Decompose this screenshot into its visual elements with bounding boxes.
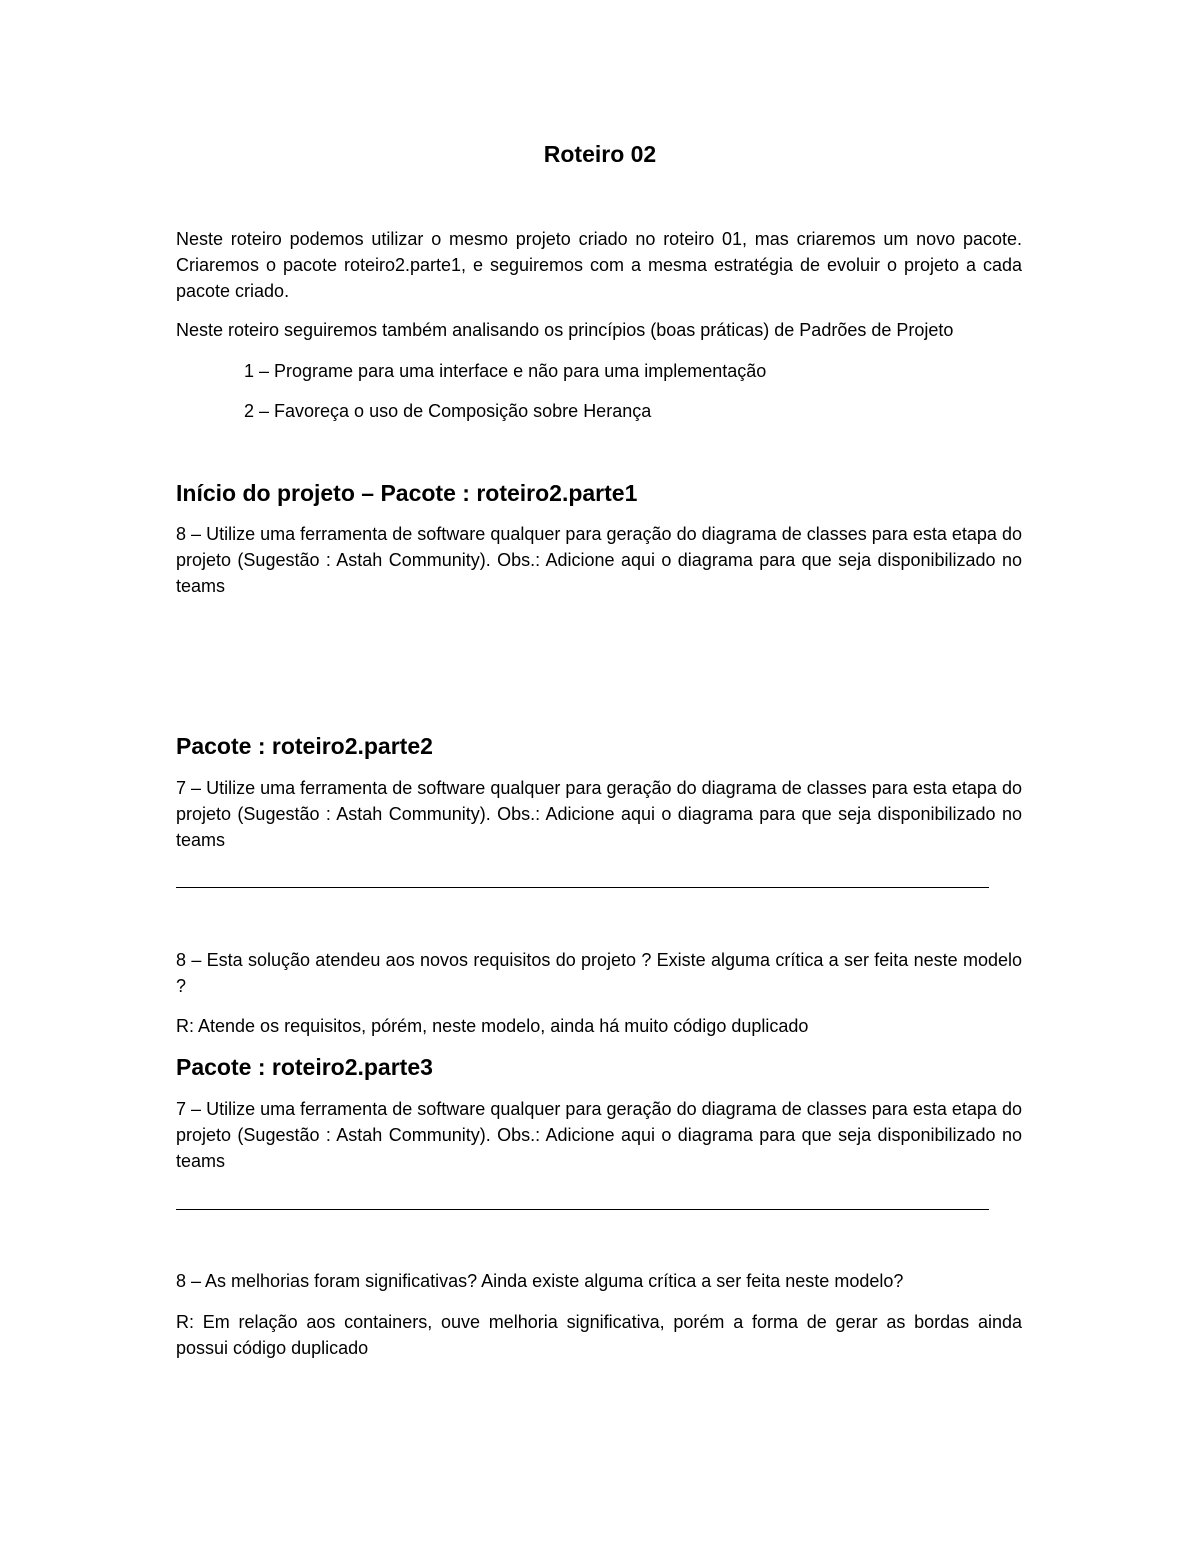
section-heading-parte1: Início do projeto – Pacote : roteiro2.parte1 <box>176 480 638 506</box>
section-question-parte2: 8 – Esta solução atendeu aos novos requisitos do projeto ? Existe alguma crítica a ser feita neste modelo ? <box>176 950 1022 996</box>
section-item-parte1: 8 – Utilize uma ferramenta de software qualquer para geração do diagrama de classes para esta etapa do projeto (Sugestão : Astah Community). Obs.: Adicione aqui o diagrama para que seja disponibilizado no teams <box>176 524 1022 596</box>
section-question-parte3: 8 – As melhorias foram significativas? Ainda existe alguma crítica a ser feita neste modelo? <box>176 1271 904 1291</box>
section-item-parte3: 7 – Utilize uma ferramenta de software qualquer para geração do diagrama de classes para esta etapa do projeto (Sugestão : Astah Community). Obs.: Adicione aqui o diagrama para que seja disponibilizado no teams <box>176 1099 1022 1171</box>
intro-paragraph: Neste roteiro podemos utilizar o mesmo projeto criado no roteiro 01, mas criaremos um novo pacote. Criaremos o pacote roteiro2.parte1, e seguiremos com a mesma estratégia de evoluir o projeto a cada pacote criado. <box>176 229 1022 301</box>
divider-line <box>176 887 989 888</box>
principle-item-1: 1 – Programe para uma interface e não para uma implementação <box>244 361 767 381</box>
section-heading-parte2: Pacote : roteiro2.parte2 <box>176 733 433 759</box>
divider-line <box>176 1209 989 1210</box>
document-title: Roteiro 02 <box>543 141 657 167</box>
section-answer-parte3: R: Em relação aos containers, ouve melhoria significativa, porém a forma de gerar as bordas ainda possui código duplicado <box>176 1312 1022 1358</box>
principle-item-2: 2 – Favoreça o uso de Composição sobre Herança <box>244 401 652 421</box>
section-answer-parte2: R: Atende os requisitos, pórém, neste modelo, ainda há muito código duplicado <box>176 1016 809 1036</box>
section-item-parte2: 7 – Utilize uma ferramenta de software qualquer para geração do diagrama de classes para esta etapa do projeto (Sugestão : Astah Community). Obs.: Adicione aqui o diagrama para que seja disponibilizado no teams <box>176 778 1022 850</box>
principles-intro: Neste roteiro seguiremos também analisando os princípios (boas práticas) de Padrões de Projeto <box>176 320 954 340</box>
section-heading-parte3: Pacote : roteiro2.parte3 <box>176 1054 433 1080</box>
